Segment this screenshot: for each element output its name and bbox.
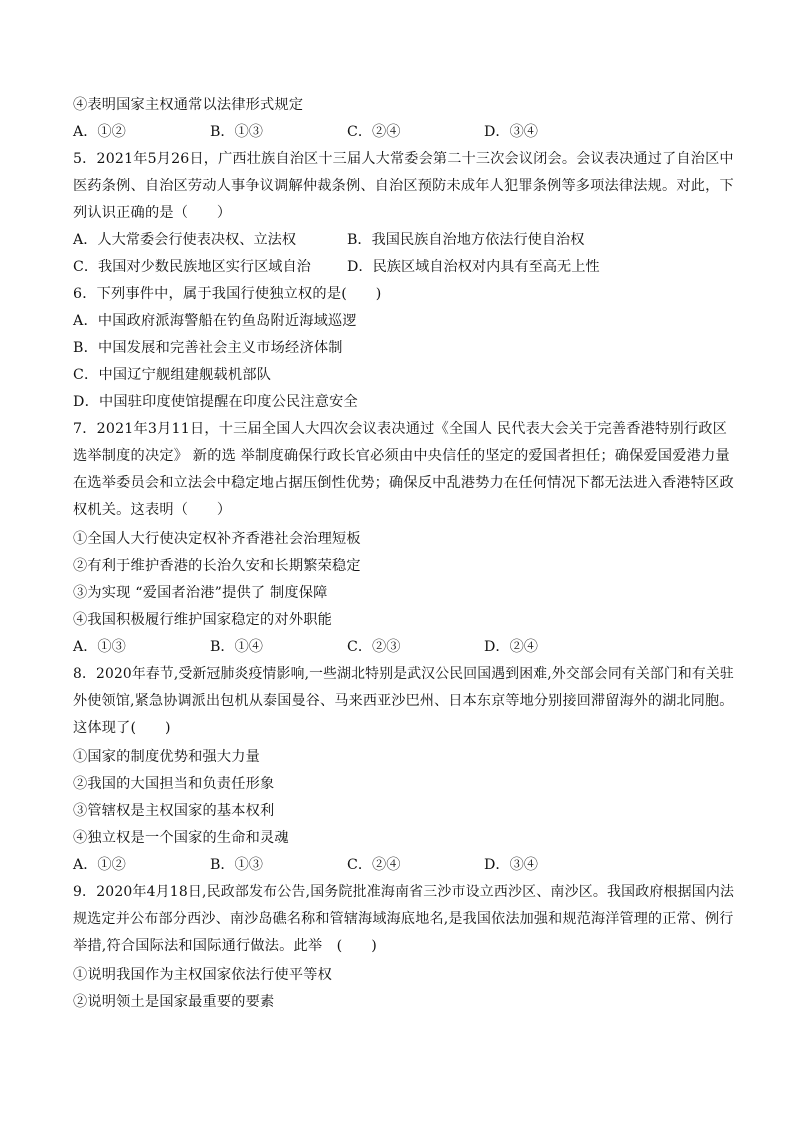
q8-statement-1: ①国家的制度优势和强大力量 (73, 749, 261, 765)
q8-stem-line-1: 8．2020年春节,受新冠肺炎疫情影响,一些湖北特别是武汉公民回国遇到困难,外交部会同有关部门和有关驻 (73, 666, 734, 682)
q6-stem: 6．下列事件中，属于我国行使独立权的是( ) (73, 286, 382, 302)
q4-statement-4: ④表明国家主权通常以法律形式规定 (73, 97, 304, 113)
q9-stem-line-3: 举措,符合国际法和国际通行做法。此举 ( ) (73, 938, 377, 954)
q7-statement-2: ②有利于维护香港的长治久安和长期繁荣稳定 (73, 558, 361, 574)
q7-stem-line-1: 7．2021年3月11日，十三届全国人大四次会议表决通过《全国人 民代表大会关于完善香港特别行政区 (73, 421, 728, 437)
q4-option-c: C．②④ (347, 124, 401, 140)
q7-stem-line-3: 在选举委员会和立法会中稳定地占据压倒性优势；确保反中乱港势力在任何情况下都无法进入香港特区政 (73, 475, 734, 491)
q8-stem-line-2: 外使领馆,紧急协调派出包机从泰国曼谷、马来西亚沙巴州、日本东京等地分别接回滞留海外的湖北同胞。 (73, 693, 734, 709)
q8-stem-line-3: 这体现了( ) (73, 720, 171, 736)
q7-statement-4: ④我国积极履行维护国家稳定的对外职能 (73, 612, 332, 628)
q9-stem-line-1: 9．2020年4月18日,民政部发布公告,国务院批准海南省三沙市设立西沙区、南沙区。我国政府根据国内法 (73, 884, 735, 900)
q7-statement-1: ①全国人大行使决定权补齐香港社会治理短板 (73, 531, 361, 547)
q5-option-b: B．我国民族自治地方依法行使自治权 (347, 232, 585, 248)
q6-option-b: B．中国发展和完善社会主义市场经济体制 (73, 340, 343, 356)
q5-option-d: D．民族区域自治权对内具有至高无上性 (347, 259, 600, 275)
q5-stem-line-2: 医药条例、自治区劳动人事争议调解仲裁条例、自治区预防未成年人犯罪条例等多项法律法规。对此，下 (73, 178, 734, 194)
q7-stem-line-2: 选举制度的决定》 新的选 举制度确保行政长官必须由中央信任的坚定的爱国者担任；确保爱国爱港力量 (73, 448, 730, 464)
q8-statement-3: ③管辖权是主权国家的基本权利 (73, 803, 275, 819)
q5-option-c: C．我国对少数民族地区实行区域自治 (73, 259, 311, 275)
q7-option-c: C．②③ (347, 639, 401, 655)
q5-option-a: A．人大常委会行使表决权、立法权 (73, 232, 297, 248)
q8-option-a: A．①② (73, 857, 126, 873)
q7-option-d: D．②④ (484, 639, 538, 655)
q9-statement-1: ①说明我国作为主权国家依法行使平等权 (73, 967, 332, 983)
q8-statement-4: ④独立权是一个国家的生命和灵魂 (73, 830, 289, 846)
q6-option-a: A．中国政府派海警船在钓鱼岛附近海域巡逻 (73, 313, 357, 329)
q8-option-c: C．②④ (347, 857, 401, 873)
q8-option-b: B．①③ (210, 857, 263, 873)
q7-statement-3: ③为实现 “爱国者治港”提供了 制度保障 (73, 585, 328, 601)
q8-statement-2: ②我国的大国担当和负责任形象 (73, 776, 275, 792)
q5-stem-line-3: 列认识正确的是（ ） (73, 205, 232, 221)
q7-stem-line-4: 权机关。这表明（ ） (73, 502, 232, 518)
q5-stem-line-1: 5．2021年5月26日，广西壮族自治区十三届人大常委会第二十三次会议闭会。会议表决通过了自治区中 (73, 151, 734, 167)
q7-option-b: B．①④ (210, 639, 263, 655)
q4-option-a: A．①② (73, 124, 126, 140)
q7-option-a: A．①③ (73, 639, 126, 655)
q9-stem-line-2: 规选定并公布部分西沙、南沙岛礁名称和管辖海域海底地名,是我国依法加强和规范海洋管理的正常、例行 (73, 911, 734, 927)
q9-statement-2: ②说明领土是国家最重要的要素 (73, 994, 275, 1010)
q4-option-d: D．③④ (484, 124, 538, 140)
q6-option-c: C．中国辽宁舰组建舰载机部队 (73, 367, 272, 383)
q8-option-d: D．③④ (484, 857, 538, 873)
q4-option-b: B．①③ (210, 124, 263, 140)
q6-option-d: D．中国驻印度使馆提醒在印度公民注意安全 (73, 394, 358, 410)
